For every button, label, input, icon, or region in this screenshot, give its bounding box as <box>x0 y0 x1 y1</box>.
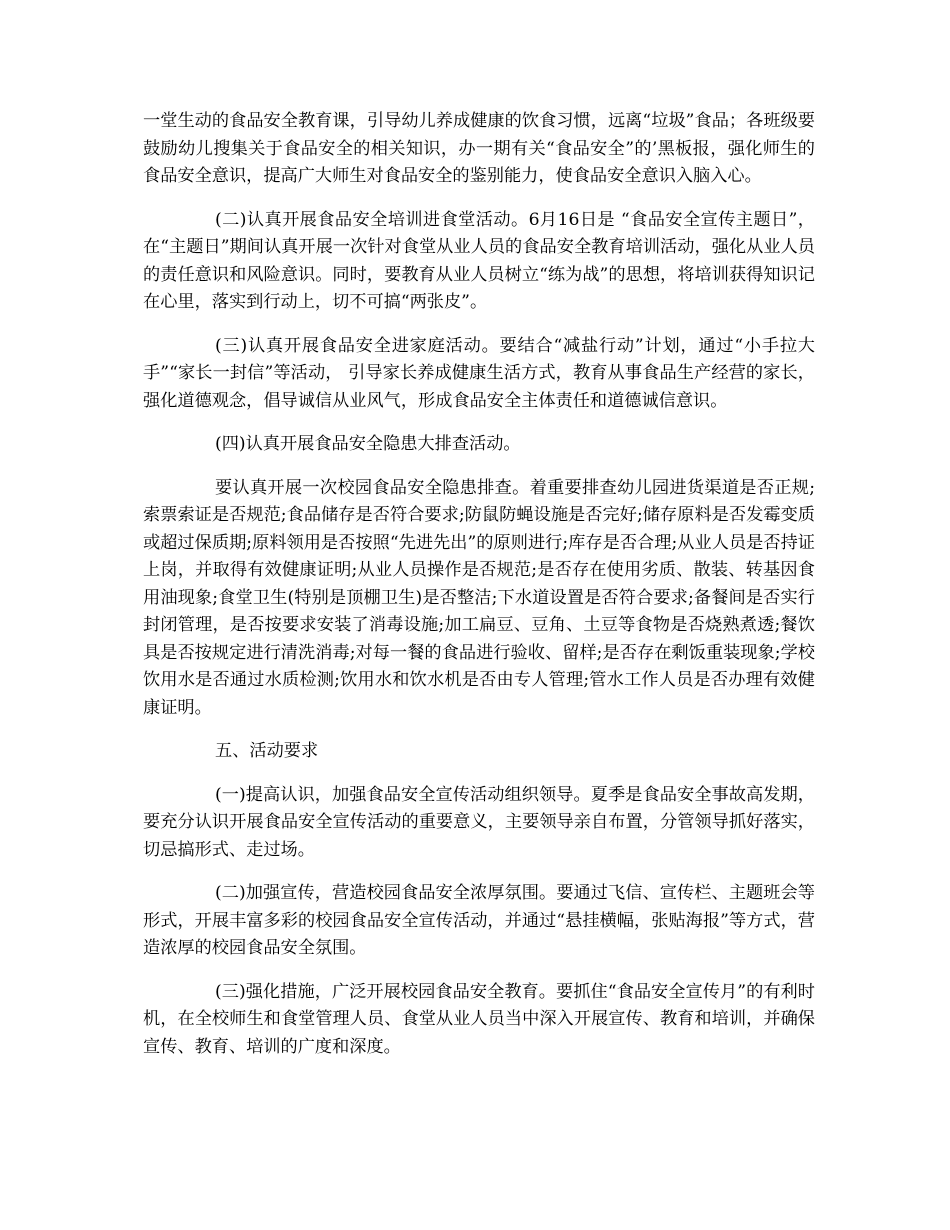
paragraph-1: 一堂生动的食品安全教育课，引导幼儿养成健康的饮食习惯，远离“垃圾”食品；各班级要鼓励幼儿搜集关于食品安全的相关知识，办一期有关“食品安全”的’黑板报，强化师生的食品安全意识，提高广大师生对食品安全的鉴别能力，使食品安全意识入脑入心。 <box>143 111 815 186</box>
paragraph-8: (二)加强宣传，营造校园食品安全浓厚氛围。要通过飞信、宣传栏、主题班会等形式，开展丰富多彩的校园食品安全宣传活动，并通过“悬挂横幅，张贴海报”等方式，营造浓厚的校园食品安全氛围。 <box>143 883 815 958</box>
section-heading: 五、活动要求 <box>215 741 319 761</box>
paragraph-2: (二)认真开展食品安全培训进食堂活动。6月16日是 “食品安全宣传主题日”，在“主题日”期间认真开展一次针对食堂从业人员的食品安全教育培训活动，强化从业人员的责任意识和风险意识。同时，要教育从业人员树立“练为战”的思想，将培训获得知识记在心里，落实到行动上，切不可搞“两张皮”。 <box>143 209 815 312</box>
paragraph-9: (三)强化措施，广泛开展校园食品安全教育。要抓住“食品安全宣传月”的有利时机，在全校师生和食堂管理人员、食堂从业人员当中深入开展宣传、教育和培训，并确保宣传、教育、培训的广度和深度。 <box>143 981 815 1057</box>
document-body <box>143 108 815 1077</box>
paragraph-3: (三)认真开展食品安全进家庭活动。要结合“减盐行动”计划，通过“小手拉大手”“家长一封信”等活动， 引导家长养成健康生活方式，教育从事食品生产经营的家长，强化道德观念，倡导诚信从业风气，形成食品安全主体责任和道德诚信意识。 <box>143 335 815 411</box>
paragraph-4: (四)认真开展食品安全隐患大排查活动。 <box>215 434 521 454</box>
paragraph-5: 要认真开展一次校园食品安全隐患排查。着重要排查幼儿园进货渠道是否正规;索票索证是否规范;食品储存是否符合要求;防鼠防蝇设施是否完好;储存原料是否发霉变质或超过保质期;原料领用是否按照“先进先出”的原则进行;库存是否合理;从业人员是否持证上岗，并取得有效健康证明;从业人员操作是否规范;是否存在使用劣质、散装、转基因食用油现象;食堂卫生(特别是顶棚卫生)是否整洁;下水道设置是否符合要求;备餐间是否实行封闭管理，是否按要求安装了消毒设施;加工扁豆、豆角、土豆等食物是否烧熟煮透;餐饮具是否按规定进行清洗消毒;对每一餐的食品进行验收、留样;是否存在剩饭重装现象;学校饮用水是否通过水质检测;饮用水和饮水机是否由专人管理;管水工作人员是否办理有效健康证明。 <box>143 477 815 718</box>
paragraph-7: (一)提高认识，加强食品安全宣传活动组织领导。夏季是食品安全事故高发期，要充分认识开展食品安全宣传活动的重要意义，主要领导亲自布置，分管领导抓好落实，切忌搞形式、走过场。 <box>143 784 815 860</box>
